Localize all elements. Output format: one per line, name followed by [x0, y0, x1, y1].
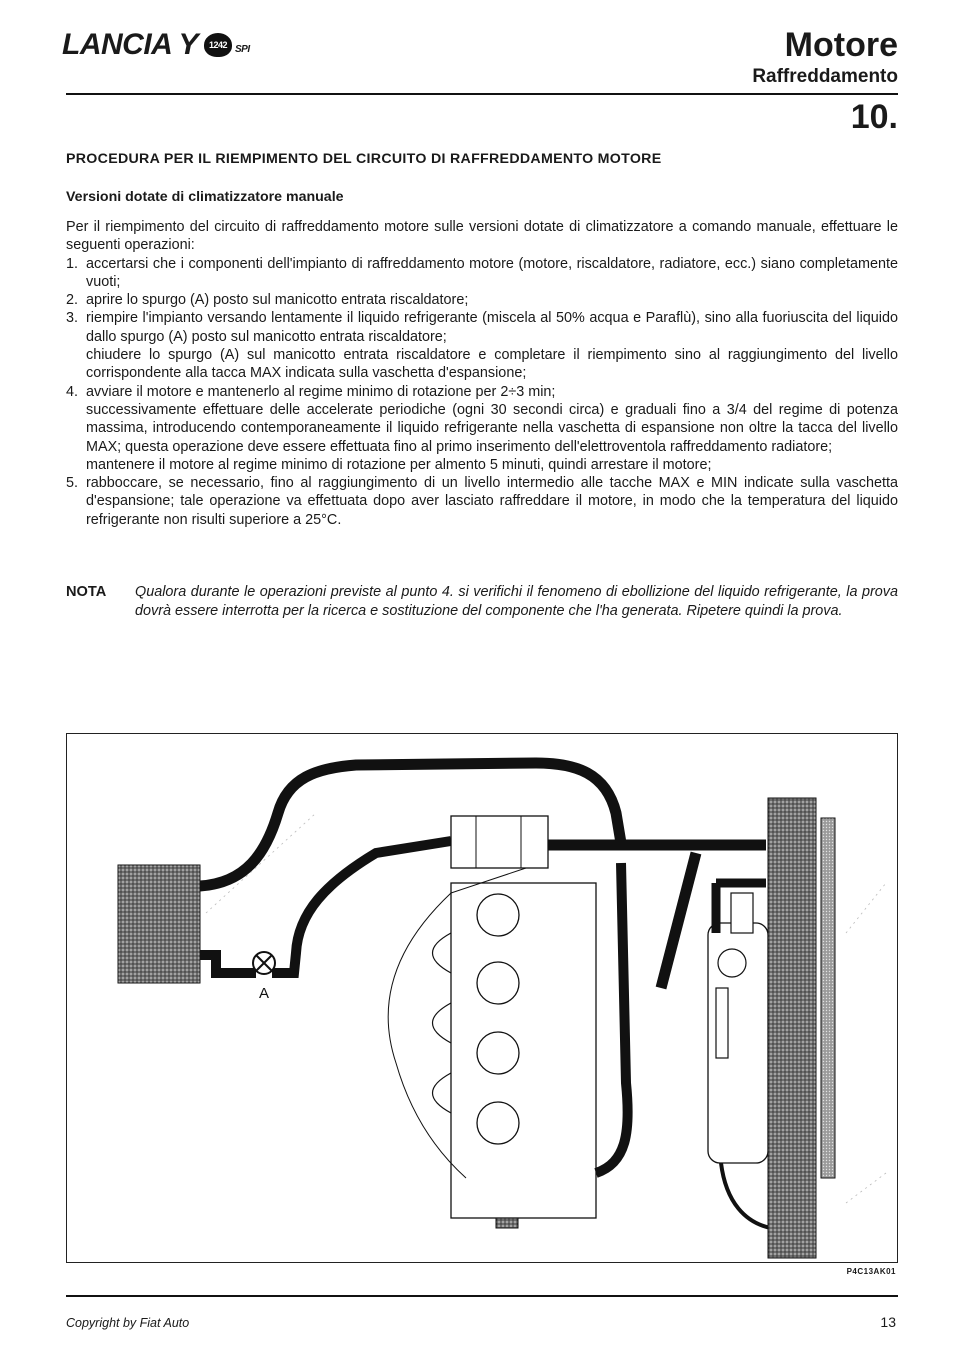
step-text: rabboccare, se necessario, fino al raggiungimento di un livello intermedio alle tacche MAX e MIN indicate sulla vaschetta d'espansione; tale operazione va effettuata dopo aver lasciato raffreddare il motore, in modo che la temperatura del liquido refrigerante non risulti superiore a 25°C.: [86, 475, 898, 528]
step-item: [66, 255, 898, 292]
page-title: PROCEDURA PER IL RIEMPIMENTO DEL CIRCUITO DI RAFFREDDAMENTO MOTORE: [66, 151, 662, 167]
step-text-continued: mantenere il motore al regime minimo di rotazione per almento 5 minuti, quindi arrestare il motore;: [86, 456, 712, 473]
page-subtitle: Versioni dotate di climatizzatore manuale: [66, 189, 344, 205]
thermostat-housing: [451, 816, 548, 868]
subsection-title: Raffreddamento: [752, 66, 898, 87]
step-number: 3.: [66, 310, 79, 327]
note-text: Qualora durante le operazioni previste al punto 4. si verifichi il fenomeno di ebollizione del liquido refrigerante, la prova dovrà essere interrotta per la ricerca e sostituzione del componente che l'ha generata. Ripetere quindi la prova.: [135, 584, 898, 619]
page-number: 13: [880, 1314, 896, 1330]
step-text-continued: chiudere lo spurgo (A) sul manicotto entrata riscaldatore e completare il riempimento sino al raggiungimento del livello corrispondente alla tacca MAX indicata sulla vaschetta d'espansione;: [86, 347, 898, 382]
step-text: avviare il motore e mantenerlo al regime minimo di rotazione per 2÷3 min;: [86, 383, 556, 400]
step-text-continued: successivamente effettuare delle accelerate periodiche (ogni 30 secondi circa) e graduali fino a 3/4 del regime di potenza massima, introducendo contemporaneamente il liquido refrigerante nella vaschetta di espansione non oltre la tacca del livello MAX; questa operazione deve essere effettuata fino al primo inserimento dell'elettroventola raffreddamento radiatore;: [86, 401, 898, 455]
step-number: 5.: [66, 475, 79, 492]
procedure-steps: [66, 255, 898, 529]
step-text: accertarsi che i componenti dell'impianto di raffreddamento motore (motore, riscaldatore, radiatore, ecc.) siano completamente vuoti;: [86, 255, 898, 290]
step-item: [66, 383, 898, 474]
brand-name: LANCIA Y: [62, 28, 199, 61]
step-number: 2.: [66, 292, 79, 309]
intro-paragraph: Per il riempimento del circuito di raffreddamento motore sulle versioni dotate di climatizzatore a comando manuale, effettuare le seguenti operazioni:: [66, 219, 898, 254]
step-number: 4.: [66, 383, 79, 400]
engine-emblem-icon: 1242: [204, 33, 232, 57]
step-number: 1.: [66, 255, 79, 272]
drain-plug: [496, 1218, 518, 1228]
heater-core: [118, 865, 200, 983]
radiator: [768, 798, 816, 1258]
note-label: NOTA: [66, 584, 107, 600]
condenser: [821, 818, 835, 1178]
note-block: [66, 583, 898, 621]
section-number: 10.: [850, 98, 898, 136]
step-text: aprire lo spurgo (A) posto sul manicotto entrata riscaldatore;: [86, 292, 469, 309]
header-divider: [66, 93, 898, 95]
step-text: riempire l'impianto versando lentamente il liquido refrigerante (miscela al 50% acqua e Paraflù), sino alla fuoriuscita del liquido dallo spurgo (A) posto sul manicotto entrata riscaldatore;: [86, 310, 898, 345]
copyright-text: Copyright by Fiat Auto: [66, 1316, 190, 1330]
engine-variant: SPI: [235, 43, 250, 55]
brand-logo: [62, 28, 250, 62]
figure-code: P4C13AK01: [846, 1267, 896, 1276]
bleed-valve-a: [253, 952, 275, 974]
bleed-valve-label: A: [259, 985, 270, 1002]
cooling-circuit-diagram: [66, 733, 898, 1263]
procedure-body: [66, 218, 898, 529]
step-item: [66, 291, 898, 309]
step-item: [66, 474, 898, 529]
step-item: [66, 309, 898, 382]
expansion-tank: [708, 883, 768, 1163]
footer-divider: [66, 1295, 898, 1297]
section-title: Motore: [784, 26, 898, 64]
